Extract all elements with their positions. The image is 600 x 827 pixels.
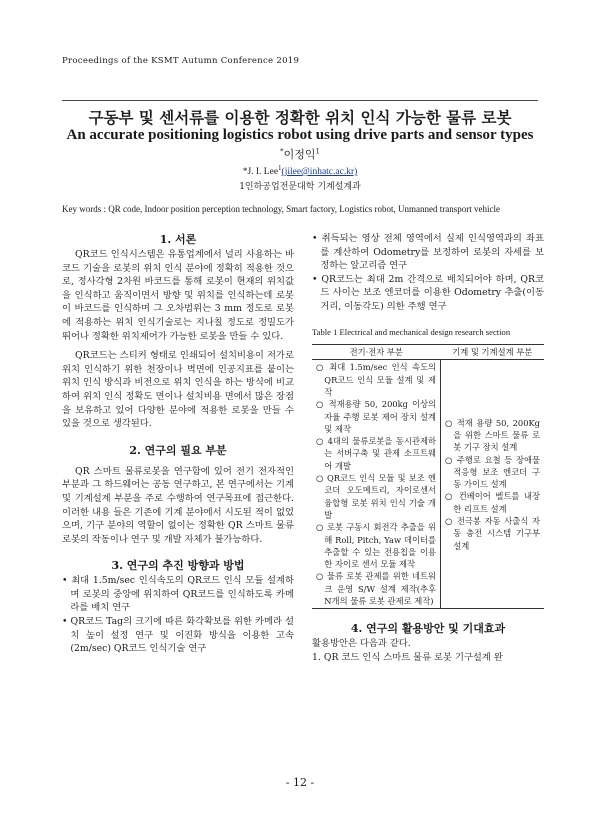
keywords: Key words : QR code, Indoor position perception technology, Smart factory, Logistics robot, Unmanned transport vehicle <box>62 204 500 214</box>
affiliation-mark: 1 <box>315 147 320 156</box>
section-heading-direction: 3. 연구의 추진 방향과 방법 <box>111 559 245 573</box>
mechanical-item: ○ 전극봉 자동 사출식 자동 충전 시스템 기구부 설계 <box>445 516 540 551</box>
electrical-cell <box>312 360 441 609</box>
section-heading-application: 4. 연구의 활용방안 및 기대효과 <box>350 622 506 636</box>
direction-bullet-2: • QR코드 Tag의 크기에 따른 화각확보를 위한 카메라 설치 높이 설정 연구 및 이진화 방식을 이용한 고속(2m/sec) QR코드 인식기술 연구 <box>62 616 294 655</box>
table-caption: Table 1 Electrical and mechanical design research section <box>312 326 511 337</box>
direction-bullet-3: • 취득되는 영상 전체 영역에서 실제 인식영역과의 좌표를 계산하여 Odometry를 보정하여 로봇의 자세를 보정하는 알고리즘 연구 <box>312 233 544 272</box>
section-heading-intro: 1. 서론 <box>159 233 197 246</box>
table-header-electrical: 전기·전자 부분 <box>312 345 441 360</box>
direction-bullet-1: • 최대 1.5m/sec 인식속도의 QR코드 인식 모듈 설계하며 로봇의 중앙에 위치하여 QR코드를 인식하도록 카메라를 배치 연구 <box>62 575 294 614</box>
affiliation: 1인하공업전문대학 기계설계과 <box>239 182 361 192</box>
author-name-korean: 이정익 <box>283 148 316 161</box>
mechanical-item: ○ 컨베이어 벨트를 내장한 리프트 설계 <box>445 491 540 514</box>
mechanical-item: ○ 주행로 요철 등 장애물 적응형 보조 엔코더 구동 가이드 설계 <box>445 454 540 490</box>
intro-paragraph-1: QR코드 인식시스템은 유통업계에서 널리 사용하는 바코드 기술을 로봇의 위치 인식 분야에 정확히 적용한 것으로, 정사각형 2차원 바코드를 통해 로봇이 현재의 위치값을 인식하고 움직이면서 방향 및 위치를 인식하는데 로봇이 바코드를 인식하며 그 오차범위는 3 mm 정도로 로봇에 적용하는 위치 인식기술로는 지나칠 정도로 정밀도가 뛰어나 정확한 위치제어가 가능한 로봇을 만들 수 있다. <box>62 249 294 342</box>
right-column <box>312 232 544 664</box>
corresponding-mark: * <box>280 147 284 156</box>
mechanical-cell <box>441 360 545 609</box>
application-item-1: 1. QR 코드 인식 스마트 물류 로봇 기구설계 완 <box>312 651 503 663</box>
electrical-item: ○ QR코드 인식 모듈 및 보조 엔코더 오도메트리, 자이로센서 융합형 로봇 위치 인식 기술 개발 <box>316 473 436 520</box>
need-paragraph: QR 스마트 물류로봇을 연구함에 있어 전기 전자적인 부분과 그 하드웨어는 공동 연구하고, 본 연구에서는 기계 및 기계설계 부분을 주로 수행하여 연구목표에 접근한다. 이러한 내용 들은 기존에 기계 분야에서 시도된 적이 없었으며, 기구 분야의 역할이 없이는 정확한 QR 스마트 물류 로봇의 작동이나 연구 및 개발 자체가 불가능하다. <box>62 465 294 545</box>
header-rule <box>62 100 538 101</box>
page-number: - 12 - <box>285 776 315 789</box>
electrical-item: ○ 로봇 구동시 회전각 추출을 위해 Roll, Pitch, Yaw 데이터를 추출할 수 있는 전용칩을 이용한 자이로 센서 모듈 제작 <box>316 522 436 570</box>
intro-paragraph-2: QR코드는 스티커 형태로 인쇄되어 설치비용이 저가로 위치 인식하기 위한 천장이나 벽면에 인공지표를 붙이는 위치 인식 방식과 비전으로 위치 인식을 하는 방식에 비교하여 위치 인식 정확도 면이나 설치비용 면에서 많은 장점을 보유하고 있어 다양한 분야에 적용한 로봇을 만들 수 있을 것으로 생각된다. <box>62 350 294 430</box>
electrical-item: ○ 최대 1.5m/sec 인식 속도의 QR코드 인식 모듈 설계 및 제작 <box>316 362 436 397</box>
application-intro: 활용방안은 다음과 같다. <box>312 638 411 650</box>
direction-bullet-4: • QR코드는 최대 2m 간격으로 배치되어야 하며, QR코드 사이는 보조 엔코더를 이용한 Odometry 추출(이동거리, 이동각도) 의한 주행 연구 <box>312 273 544 312</box>
electrical-item: ○ 물류 로봇 관제를 위한 네트워크 운영 S/W 설계 제작(추후 N개의 물류 로봇 관제로 제작) <box>316 571 436 606</box>
author-english <box>0 164 600 177</box>
design-research-table <box>312 344 544 609</box>
electrical-item: ○ 적재용량 50, 200kg 이상의 자율 주행 로봇 제어 장치 설계 및 제작 <box>316 399 436 434</box>
author-korean <box>0 146 600 162</box>
left-column <box>62 232 294 656</box>
author-email-link[interactable]: (jilee@inhatc.ac.kr) <box>281 167 358 178</box>
section-heading-need: 2. 연구의 필요 부분 <box>129 443 227 457</box>
mechanical-item: ○ 적재 용량 50, 200Kg을 위한 스마트 물류 로봇 기구 장치 설계 <box>445 417 540 453</box>
author-name-english: *J. I. Lee <box>242 167 279 178</box>
affiliation-mark-en: 1 <box>278 164 282 172</box>
title-korean: 구동부 및 센서류를 이용한 정확한 위치 인식 가능한 물류 로봇 <box>88 108 512 127</box>
electrical-item: ○ 4대의 물류로봇을 동시관제하는 서버구축 및 관제 소프트웨어 개발 <box>316 436 436 471</box>
proceedings-header: Proceedings of the KSMT Autumn Conference 2019 <box>62 56 300 66</box>
title-english: An accurate positioning logistics robot using drive parts and sensor types <box>66 127 534 143</box>
table-header-mechanical: 기계 및 기계설계 부분 <box>441 345 545 360</box>
